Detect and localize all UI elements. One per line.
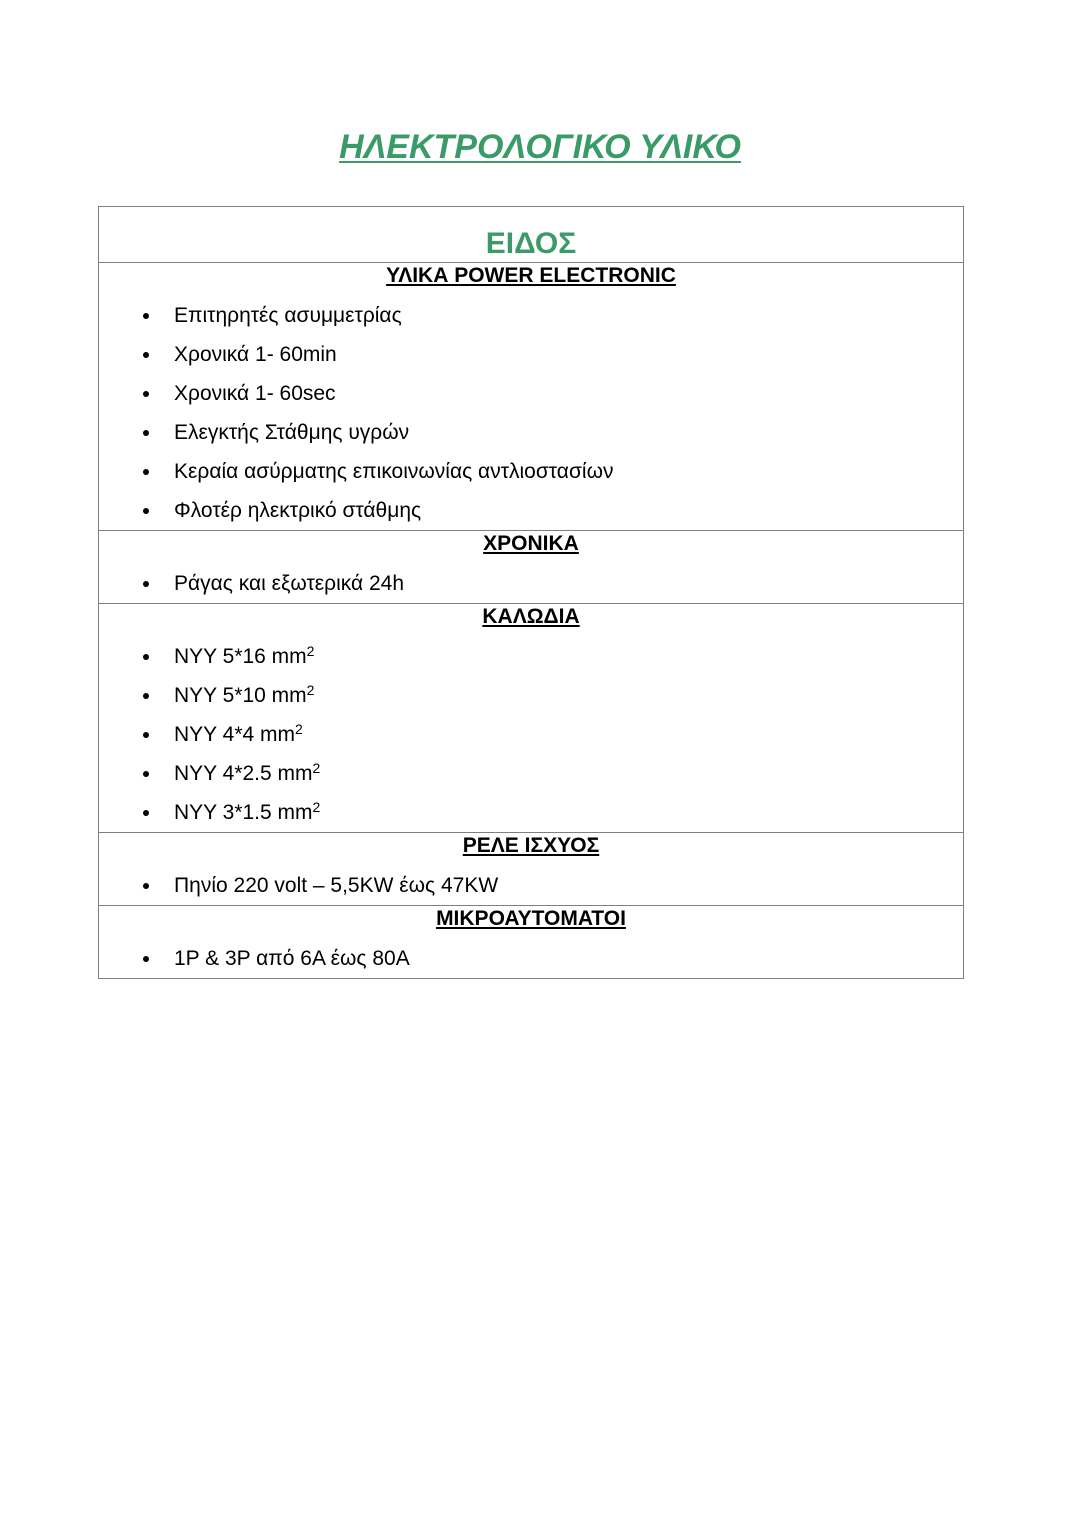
list-item: Χρονικά 1- 60sec <box>99 374 963 413</box>
list-item: Πηνίο 220 volt – 5,5KW έως 47KW <box>99 866 963 905</box>
cable-spec: NYY 4*4 mm <box>174 723 295 746</box>
cable-spec: NYY 5*10 mm <box>174 684 307 707</box>
section-row <box>99 906 964 979</box>
table-header-row <box>99 207 964 263</box>
cable-spec: NYY 5*16 mm <box>174 645 307 668</box>
list-item: Φλοτέρ ηλεκτρικό στάθμης <box>99 491 963 530</box>
superscript: 2 <box>306 643 315 659</box>
section-row <box>99 604 964 833</box>
section-cables <box>99 604 964 833</box>
superscript: 2 <box>312 760 321 776</box>
section-title: ΥΛΙΚΑ POWER ELECTRONIC <box>386 264 676 287</box>
cable-spec: NYY 3*1.5 mm <box>174 801 313 824</box>
document-title: ΗΛΕΚΤΡΟΛΟΓΙΚΟ ΥΛΙΚΟ <box>339 128 741 166</box>
section-list <box>99 939 963 978</box>
section-row <box>99 263 964 531</box>
materials-table <box>98 206 964 979</box>
section-title: ΜΙΚΡΟΑΥΤΟΜΑΤΟΙ <box>436 907 626 930</box>
section-row <box>99 833 964 906</box>
list-item <box>99 676 963 715</box>
superscript: 2 <box>295 721 303 737</box>
section-list <box>99 637 963 832</box>
list-item: Κεραία ασύρματης επικοινωνίας αντλιοστασίων <box>99 452 963 491</box>
section-power-relays <box>99 833 964 906</box>
section-list <box>99 564 963 603</box>
superscript: 2 <box>312 799 321 815</box>
section-list <box>99 296 963 530</box>
list-item <box>99 754 963 793</box>
section-title: ΚΑΛΩΔΙΑ <box>482 605 580 628</box>
section-timers <box>99 531 964 604</box>
section-list <box>99 866 963 905</box>
section-circuit-breakers <box>99 906 964 979</box>
list-item: Χρονικά 1- 60min <box>99 335 963 374</box>
section-power-electronic <box>99 263 964 531</box>
section-row <box>99 531 964 604</box>
list-item: Επιτηρητές ασυμμετρίας <box>99 296 963 335</box>
list-item <box>99 637 963 676</box>
cable-spec: NYY 4*2.5 mm <box>174 762 313 785</box>
table-header-label: ΕΙΔΟΣ <box>485 227 577 260</box>
list-item <box>99 793 963 832</box>
table-header-cell <box>99 207 964 263</box>
list-item: 1P & 3P από 6A έως 80A <box>99 939 963 978</box>
section-title: ΧΡΟΝΙΚΑ <box>483 532 579 555</box>
list-item: Ράγας και εξωτερικά 24h <box>99 564 963 603</box>
list-item <box>99 715 963 754</box>
section-title: ΡΕΛΕ ΙΣΧΥΟΣ <box>462 834 600 857</box>
superscript: 2 <box>306 682 315 698</box>
list-item: Ελεγκτής Στάθμης υγρών <box>99 413 963 452</box>
